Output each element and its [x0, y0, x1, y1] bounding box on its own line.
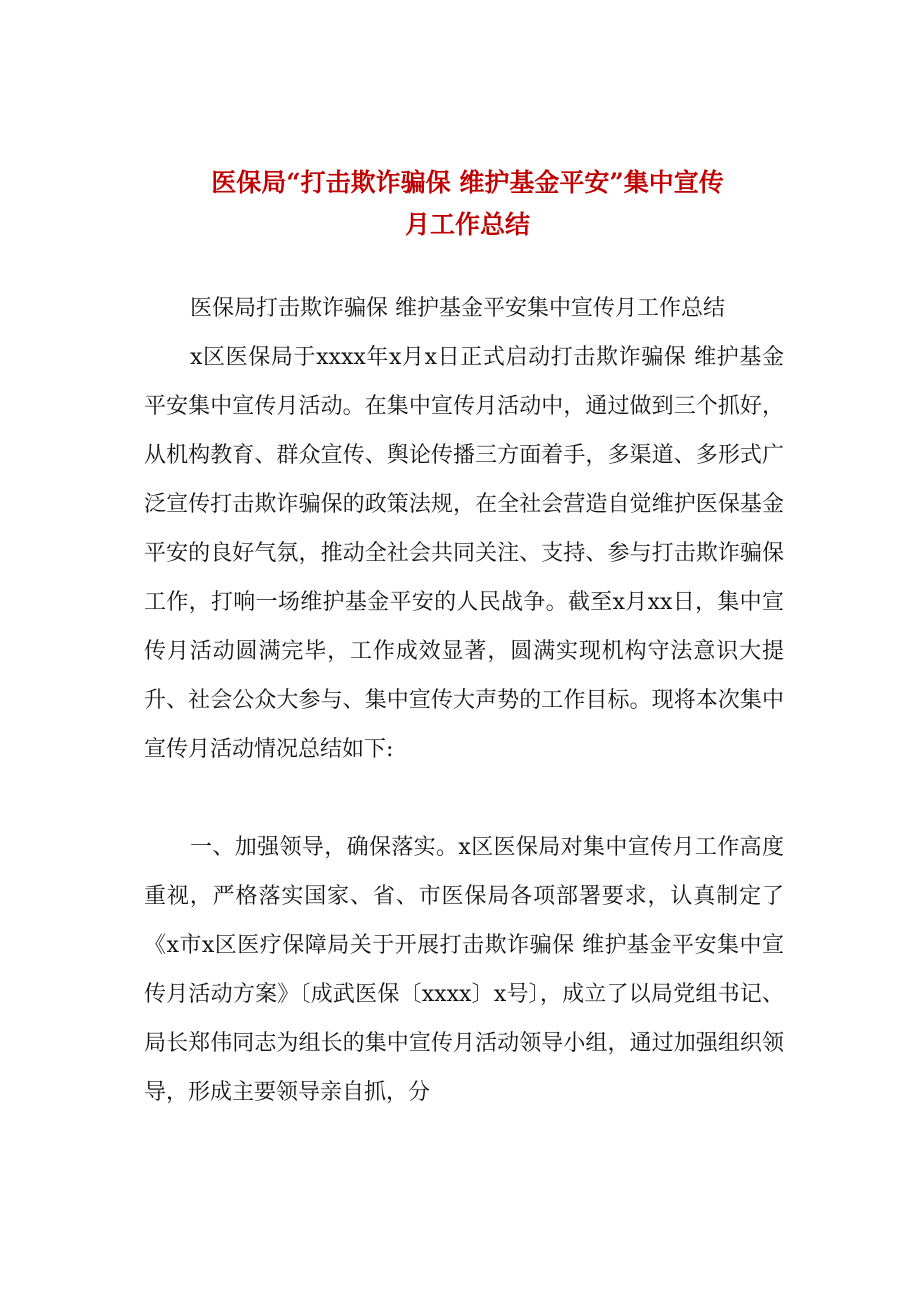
- paragraph-subtitle: 医保局打击欺诈骗保 维护基金平安集中宣传月工作总结: [190, 296, 725, 321]
- document-body: [144, 284, 784, 1117]
- paragraph-section-1: 一、加强领导，确保落实。x区医保局对集中宣传月工作高度重视，严格落实国家、省、市医保局各项部署要求，认真制定了《x市x区医疗保障局关于开展打击欺诈骗保 维护基金平安集中宣传月活动方案》〔成武医保〔xxxx〕x号〕，成立了以局党组书记、局长郑伟同志为组长的集中宣传月活动领导小组，通过加强组织领导，形成主要领导亲自抓，分: [144, 835, 784, 1105]
- paragraph-intro: x区医保局于xxxx年x月x日正式启动打击欺诈骗保 维护基金平安集中宣传月活动。在集中宣传月活动中，通过做到三个抓好，从机构教育、群众宣传、舆论传播三方面着手，多渠道、多形式广泛宣传打击欺诈骗保的政策法规，在全社会营造自觉维护医保基金平安的良好气氛，推动全社会共同关注、支持、参与打击欺诈骗保工作，打响一场维护基金平安的人民战争。截至x月xx日，集中宣传月活动圆满完毕，工作成效显著，圆满实现机构守法意识大提升、社会公众大参与、集中宣传大声势的工作目标。现将本次集中宣传月活动情况总结如下:: [144, 345, 784, 762]
- document-title: [0, 162, 920, 246]
- title-line-1: 医保局“打击欺诈骗保 维护基金平安”集中宣传: [211, 168, 724, 197]
- title-line-2: 月工作总结: [404, 210, 530, 239]
